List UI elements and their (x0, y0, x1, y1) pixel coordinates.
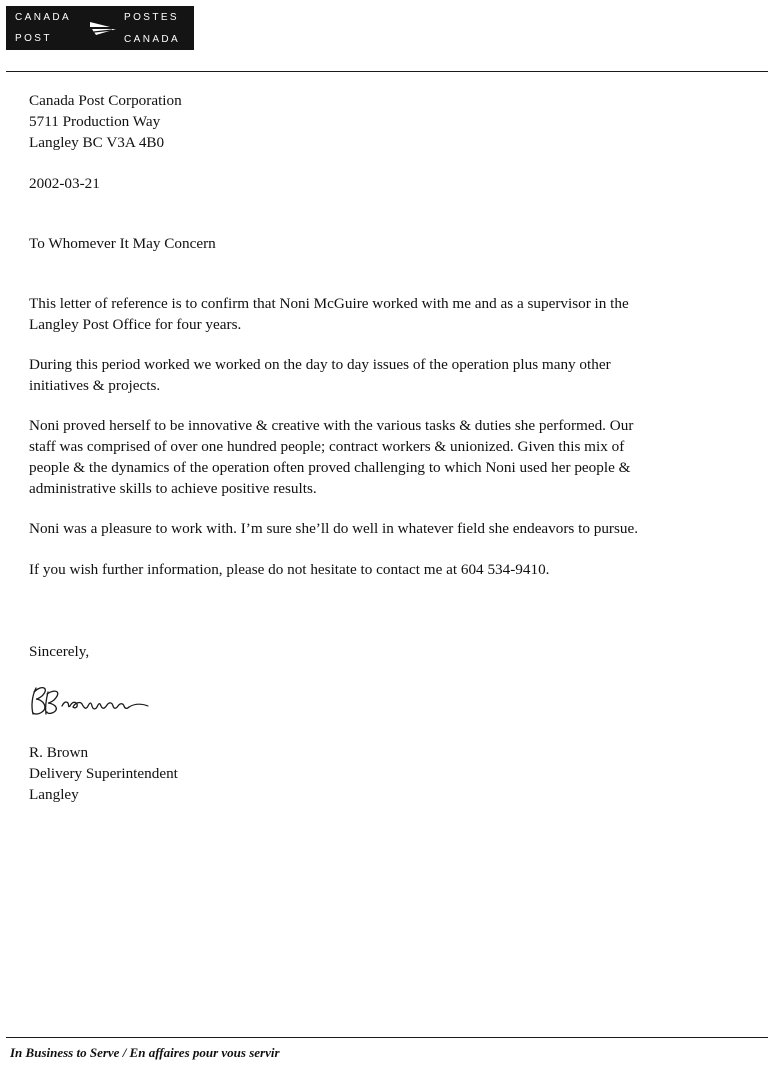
canada-post-logo (6, 6, 194, 50)
body-paragraph-5: If you wish further information, please do not hesitate to contact me at 604 534-9410. (29, 561, 550, 578)
body-paragraph-4: Noni was a pleasure to work with. I’m sure she’ll do well in whatever field she endeavors to pursue. (29, 520, 639, 537)
body-paragraph-3-line-2: staff was comprised of over one hundred people; contract workers & unionized. Given this mix of (29, 438, 625, 455)
body-paragraph-1-line-1: This letter of reference is to confirm that Noni McGuire worked with me and as a supervisor in the (29, 295, 629, 312)
footer-tagline: In Business to Serve / En affaires pour vous servir (10, 1045, 280, 1060)
signer-title: Delivery Superintendent (29, 765, 178, 782)
logo-postes-text: POSTES (124, 12, 179, 23)
body-paragraph-3-line-3: people & the dynamics of the operation often proved challenging to which Noni used her people & (29, 459, 631, 476)
sender-city: Langley BC V3A 4B0 (29, 134, 165, 151)
body-paragraph-2-line-1: During this period worked we worked on the day to day issues of the operation plus many other (29, 356, 611, 373)
logo-canada-text: CANADA (15, 12, 72, 23)
body-paragraph-3-line-1: Noni proved herself to be innovative & creative with the various tasks & duties she performed. Our (29, 417, 634, 434)
sender-name: Canada Post Corporation (29, 92, 182, 109)
salutation: To Whomever It May Concern (29, 235, 216, 252)
handwritten-signature (28, 682, 158, 718)
logo-post-text: POST (15, 33, 52, 44)
signer-name: R. Brown (29, 744, 89, 761)
signer-location: Langley (29, 786, 79, 803)
footer-divider (6, 1037, 768, 1038)
logo-canada-fr-text: CANADA (124, 34, 181, 45)
letter-date: 2002-03-21 (29, 175, 100, 192)
header-divider (6, 71, 768, 72)
sender-street: 5711 Production Way (29, 113, 161, 130)
body-paragraph-3-line-4: administrative skills to achieve positive results. (29, 480, 317, 497)
canada-post-arrow-icon (88, 18, 118, 38)
body-paragraph-1-line-2: Langley Post Office for four years. (29, 316, 242, 333)
body-paragraph-2-line-2: initiatives & projects. (29, 377, 161, 394)
closing: Sincerely, (29, 643, 90, 660)
